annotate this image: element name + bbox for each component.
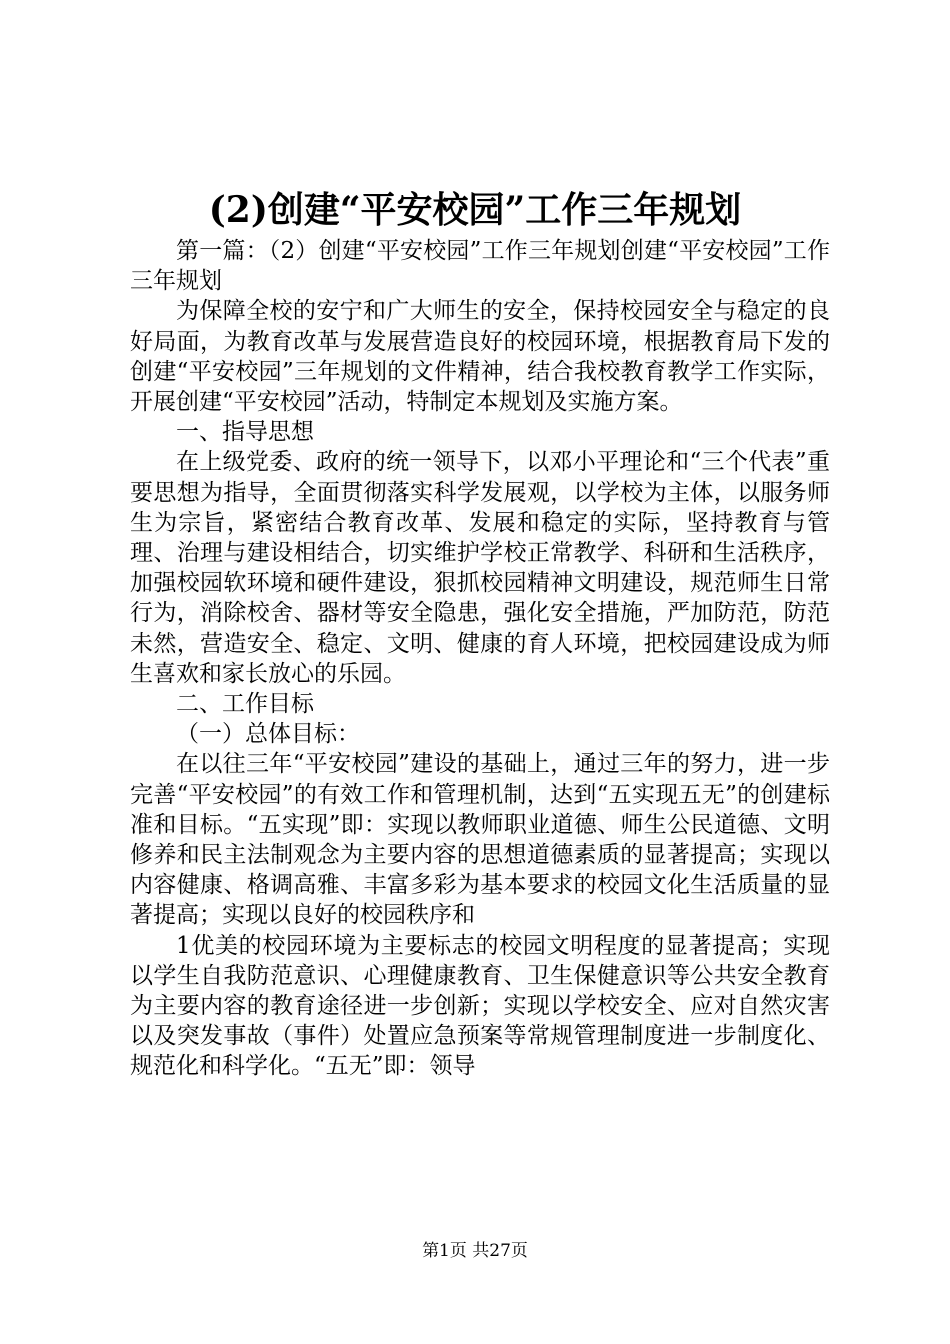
- document-body: [130, 236, 830, 1082]
- paragraph-guiding-ideology: 在上级党委、政府的统一领导下，以邓小平理论和“三个代表”重要思想为指导，全面贯彻落实科学发展观，以学校为主体，以服务师生为宗旨，紧密结合教育改革、发展和稳定的实际，坚持教育与管理、治理与建设相结合，切实维护学校正常教学、科研和生活秩序，加强校园软环境和硬件建设，狠抓校园精神文明建设，规范师生日常行为，消除校舍、器材等安全隐患，强化安全措施，严加防范，防范未然，营造安全、稳定、文明、健康的育人环境，把校园建设成为师生喜欢和家长放心的乐园。: [130, 449, 830, 687]
- section-heading-work-goals: 二、工作目标: [176, 691, 314, 718]
- paragraph-continued: 1优美的校园环境为主要标志的校园文明程度的显著提高；实现以学生自我防范意识、心理健康教育、卫生保健意识等公共安全教育为主要内容的教育途径进一步创新；实现以学校安全、应对自然灾害以及突发事故（事件）处置应急预案等常规管理制度进一步制度化、规范化和科学化。“五无”即：领导: [130, 932, 830, 1080]
- paragraph-intro: 第一篇：（2）创建“平安校园”工作三年规划创建“平安校园”工作三年规划: [130, 238, 830, 295]
- page-number-footer: 第1页 共27页: [422, 1241, 528, 1261]
- subsection-heading-overall-goal: （一）总体目标：: [176, 721, 360, 748]
- document-title: (2)创建“平安校园”工作三年规划: [208, 189, 742, 231]
- section-heading-guiding-ideology: 一、指导思想: [176, 419, 314, 446]
- paragraph-overall-goal: 在以往三年“平安校园”建设的基础上，通过三年的努力，进一步完善“平安校园”的有效工作和管理机制，达到“五实现五无”的创建标准和目标。“五实现”即：实现以教师职业道德、师生公民道德、文明修养和民主法制观念为主要内容的思想道德素质的显著提高；实现以内容健康、格调高雅、丰富多彩为基本要求的校园文化生活质量的显著提高；实现以良好的校园秩序和: [130, 751, 830, 929]
- paragraph-purpose: 为保障全校的安宁和广大师生的安全，保持校园安全与稳定的良好局面，为教育改革与发展营造良好的校园环境，根据教育局下发的创建“平安校园”三年规划的文件精神，结合我校教育教学工作实际，开展创建“平安校园”活动，特制定本规划及实施方案。: [130, 298, 830, 416]
